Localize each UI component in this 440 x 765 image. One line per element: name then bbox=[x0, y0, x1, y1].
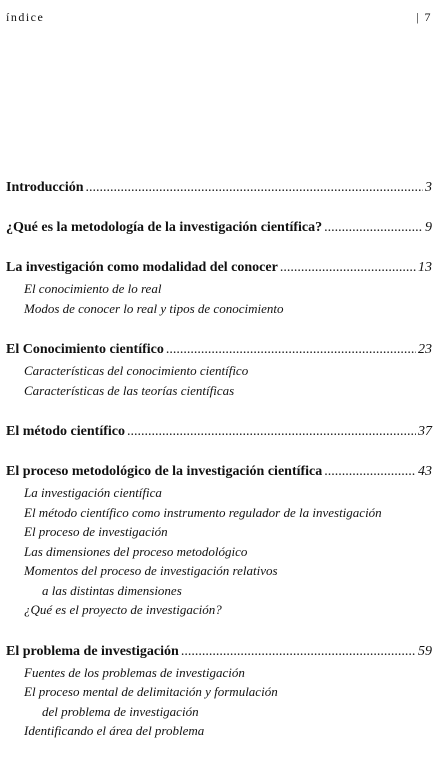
toc-section bbox=[6, 464, 432, 620]
toc-entry-title: Introducción bbox=[6, 180, 84, 195]
toc-subentry[interactable]: El conocimiento de lo real bbox=[24, 281, 162, 296]
header-section-label: índice bbox=[6, 10, 45, 24]
toc-entry-page: 23 bbox=[418, 342, 432, 357]
toc-subentries bbox=[6, 663, 432, 741]
toc-entry-page: 37 bbox=[418, 424, 432, 439]
toc-section bbox=[6, 260, 432, 318]
toc-section bbox=[6, 220, 432, 236]
toc-subentries bbox=[6, 483, 432, 620]
toc-section bbox=[6, 342, 432, 400]
toc-subentry[interactable]: ¿Qué es el proyecto de investigación? bbox=[24, 602, 222, 617]
toc-subentry[interactable]: Características del conocimiento científico bbox=[24, 363, 249, 378]
dot-leader bbox=[324, 464, 416, 480]
header-page-number: | 7 bbox=[416, 10, 432, 24]
dot-leader bbox=[127, 424, 416, 440]
toc-subentries bbox=[6, 361, 432, 400]
toc-entry-title: El proceso metodológico de la investigación científica bbox=[6, 464, 323, 479]
toc-entry-page: 3 bbox=[425, 180, 432, 195]
toc-subentry[interactable]: Fuentes de los problemas de investigación bbox=[24, 664, 245, 680]
toc-entry-title: ¿Qué es la metodología de la investigación científica? bbox=[6, 220, 323, 235]
toc-entry-title: La investigación como modalidad del conocer bbox=[6, 260, 278, 275]
toc-entry-page: 43 bbox=[418, 464, 432, 479]
dot-leader bbox=[86, 180, 423, 196]
toc-subentry-continuation: a las distintas dimensiones bbox=[42, 582, 182, 598]
running-head bbox=[6, 10, 432, 25]
toc-subentry[interactable]: Modos de conocer lo real y tipos de conocimiento bbox=[24, 300, 284, 316]
dot-leader bbox=[181, 644, 416, 660]
toc-entry-title: El método científico bbox=[6, 424, 125, 439]
dot-leader bbox=[166, 342, 416, 358]
toc-subentry[interactable]: El proceso de investigación bbox=[24, 524, 168, 539]
toc-subentry[interactable]: Momentos del proceso de investigación relativos bbox=[24, 563, 278, 578]
dot-leader bbox=[324, 220, 423, 236]
toc-entry-title: El Conocimiento científico bbox=[6, 342, 164, 357]
toc-subentry[interactable]: La investigación científica bbox=[24, 485, 162, 500]
toc-entry-problema-investigacion[interactable] bbox=[6, 644, 432, 660]
dot-leader bbox=[280, 260, 416, 276]
toc-subentry[interactable]: El proceso mental de delimitación y formulación bbox=[24, 684, 278, 699]
toc-entry-title: El problema de investigación bbox=[6, 643, 179, 659]
toc-entry-conocimiento-cientifico[interactable] bbox=[6, 342, 432, 358]
toc-entry-page: 9 bbox=[425, 220, 432, 235]
toc-entry-proceso-metodologico[interactable] bbox=[6, 464, 432, 480]
toc-entry-introduccion[interactable] bbox=[6, 180, 432, 196]
toc-entry-investigacion-modalidad[interactable] bbox=[6, 260, 432, 276]
toc-subentry-continuation: del problema de investigación bbox=[42, 703, 199, 719]
toc-entry-metodo-cientifico[interactable] bbox=[6, 424, 432, 440]
table-of-contents bbox=[6, 180, 432, 765]
toc-subentry[interactable]: Las dimensiones del proceso metodológico bbox=[24, 543, 248, 559]
toc-section bbox=[6, 424, 432, 440]
toc-section bbox=[6, 644, 432, 741]
toc-entry-page: 59 bbox=[418, 643, 432, 659]
toc-entry-page: 13 bbox=[418, 260, 432, 275]
toc-section bbox=[6, 180, 432, 196]
toc-subentry[interactable]: Características de las teorías científicas bbox=[24, 382, 235, 398]
toc-subentry[interactable]: Identificando el área del problema bbox=[24, 723, 205, 738]
toc-subentry[interactable]: El método científico como instrumento regulador de la investigación bbox=[24, 504, 382, 520]
toc-subentries bbox=[6, 279, 432, 318]
toc-entry-que-es-metodologia[interactable] bbox=[6, 220, 432, 236]
